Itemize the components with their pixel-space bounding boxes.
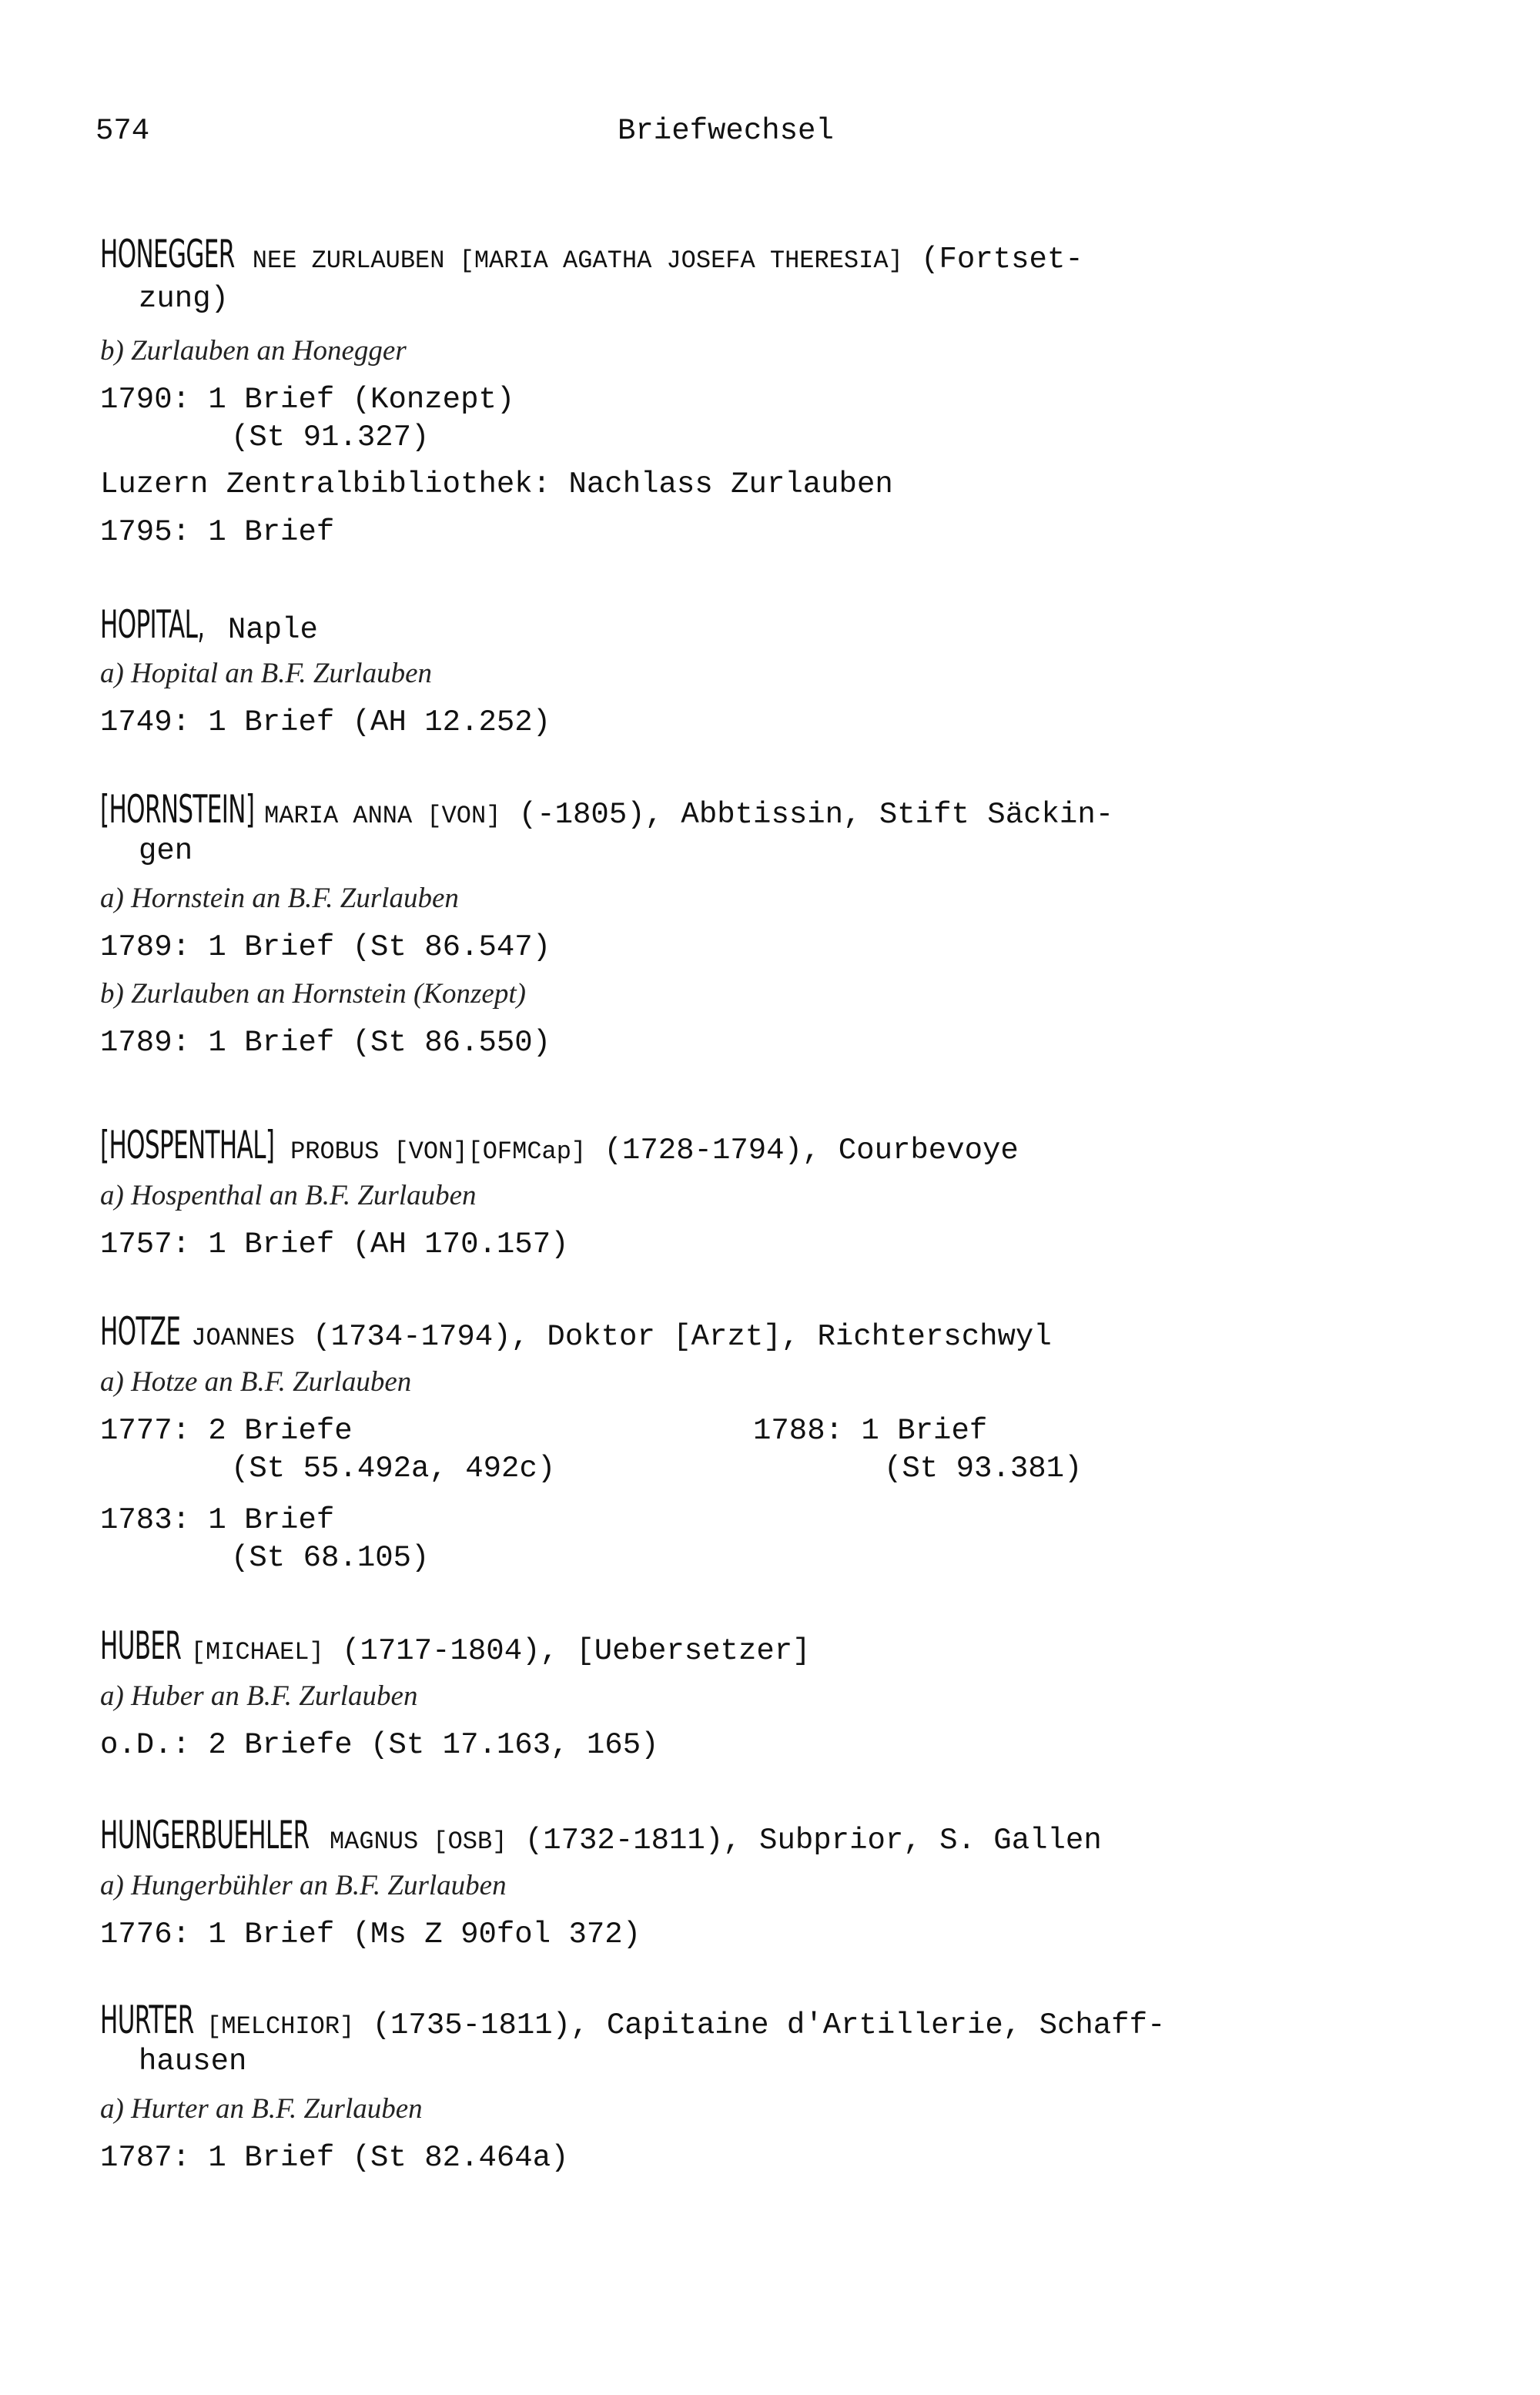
letter-count: 1777: 2 Briefe — [100, 1414, 353, 1448]
letter-count: 1749: 1 Brief (AH 12.252) — [100, 705, 551, 739]
entry-description: (1735-1811), Capitaine d'Artillerie, Schaff- — [354, 2008, 1166, 2042]
entry-given-name: [MELCHIOR] — [206, 2012, 355, 2041]
entry-hopital — [100, 602, 1440, 742]
shelfmark: (St 91.327) — [231, 420, 430, 454]
letter-count: 1788: 1 Brief — [753, 1414, 988, 1448]
entry-surname: [HOSPENTHAL] — [100, 1123, 275, 1167]
entry-description: (1728-1794), Courbevoye — [586, 1134, 1019, 1167]
letter-count: 1787: 1 Brief (St 82.464a) — [100, 2141, 569, 2175]
entry-surname: [HORNSTEIN] — [100, 787, 255, 832]
entry-description: (1717-1804), [Uebersetzer] — [323, 1634, 811, 1668]
entry-surname: HURTER — [100, 1998, 194, 2042]
letter-columns — [100, 1412, 1440, 1487]
entry-given-name: NEE ZURLAUBEN [MARIA AGATHA JOSEFA THERESIA] — [252, 246, 903, 275]
letter-count: 1757: 1 Brief (AH 170.157) — [100, 1228, 569, 1261]
entry-surname: HOPITAL, — [100, 602, 205, 647]
entry-description: (1734-1794), Doktor [Arzt], Richterschwyl — [294, 1320, 1052, 1354]
section-label: a) Hopital an B.F. Zurlauben — [100, 658, 432, 689]
letter-count: o.D.: 2 Briefe (St 17.163, 165) — [100, 1728, 659, 1762]
entry-description: (1732-1811), Subprior, S. Gallen — [507, 1824, 1102, 1857]
entry-given-name: MAGNUS [OSB] — [329, 1827, 507, 1856]
entry-hurter — [100, 1998, 1440, 2177]
section-label: a) Hotze an B.F. Zurlauben — [100, 1366, 412, 1398]
letter-count: 1776: 1 Brief (Ms Z 90fol 372) — [100, 1918, 641, 1951]
entry-description: (-1805), Abbtissin, Stift Säckin- — [500, 798, 1114, 832]
page-number: 574 — [95, 114, 150, 148]
entry-given-name: MARIA ANNA [VON] — [264, 802, 501, 830]
letter-count: 1795: 1 Brief — [100, 515, 335, 549]
entry-description: (Fortset- — [902, 243, 1083, 276]
section-label: b) Zurlauben an Hornstein (Konzept) — [100, 978, 526, 1010]
section-label: a) Huber an B.F. Zurlauben — [100, 1680, 418, 1712]
archive-location: Luzern Zentralbibliothek: Nachlass Zurlauben — [100, 467, 893, 501]
page-header — [95, 114, 1420, 152]
entry-surname: HOTZE — [100, 1309, 181, 1354]
section-label: a) Hurter an B.F. Zurlauben — [100, 2093, 423, 2125]
entry-hungerbuehler — [100, 1813, 1440, 1954]
entry-surname: HUBER — [100, 1623, 182, 1668]
entry-hornstein — [100, 787, 1440, 1062]
running-title: Briefwechsel — [618, 114, 834, 148]
section-label: a) Hungerbühler an B.F. Zurlauben — [100, 1870, 507, 1901]
section-label: a) Hospenthal an B.F. Zurlauben — [100, 1180, 477, 1211]
entry-surname: HUNGERBUEHLER — [100, 1813, 310, 1857]
letter-count: 1783: 1 Brief — [100, 1503, 335, 1537]
section-label: a) Hornstein an B.F. Zurlauben — [100, 883, 459, 914]
entry-surname: HONEGGER — [100, 232, 235, 276]
letter-count: 1789: 1 Brief (St 86.547) — [100, 930, 551, 964]
entry-given-name: PROBUS [VON][OFMCap] — [290, 1137, 587, 1166]
entry-description-continued: zung) — [139, 282, 229, 316]
entry-huber — [100, 1623, 1440, 1764]
entry-honegger — [100, 232, 1440, 551]
entry-description-continued: gen — [139, 834, 193, 868]
letter-count: 1790: 1 Brief (Konzept) — [100, 383, 515, 417]
entry-given-name: [MICHAEL] — [190, 1638, 324, 1666]
shelfmark: (St 93.381) — [884, 1452, 1083, 1486]
entry-hotze — [100, 1309, 1440, 1576]
shelfmark: (St 68.105) — [231, 1541, 430, 1575]
entry-description: Naple — [209, 613, 318, 647]
entry-given-name: JOANNES — [191, 1324, 295, 1352]
entry-hospenthal — [100, 1123, 1440, 1264]
shelfmark: (St 55.492a, 492c) — [231, 1452, 556, 1486]
letter-count: 1789: 1 Brief (St 86.550) — [100, 1026, 551, 1060]
entry-description-continued: hausen — [139, 2045, 247, 2078]
section-label: b) Zurlauben an Honegger — [100, 335, 407, 367]
